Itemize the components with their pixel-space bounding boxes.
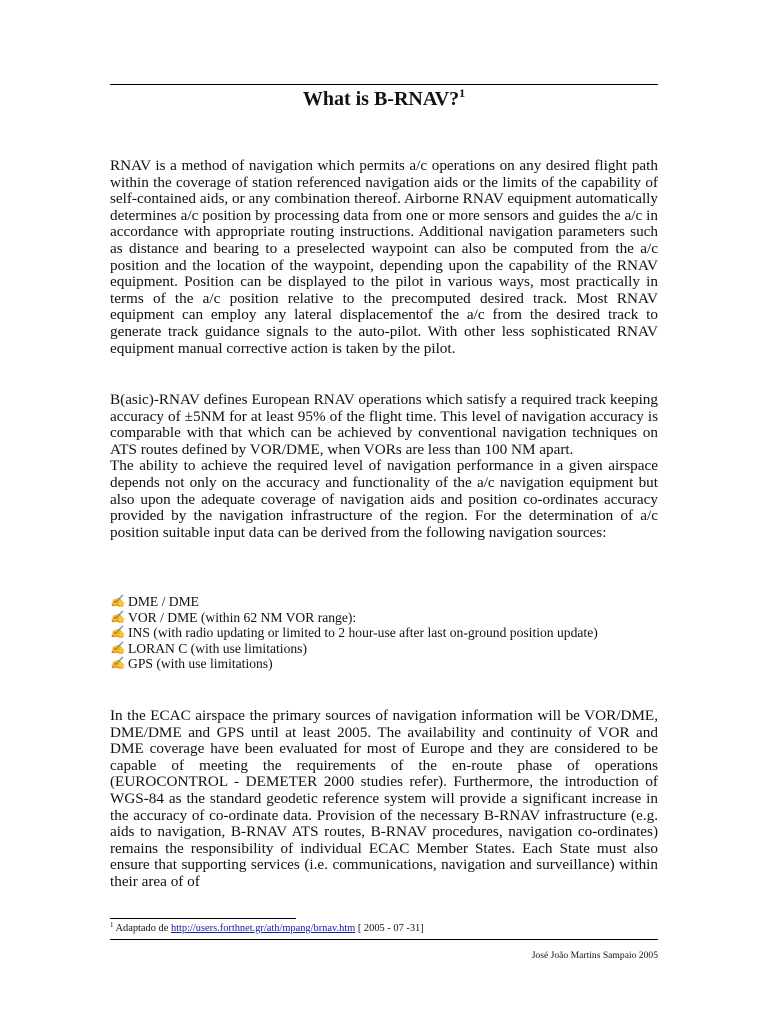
list-item-text: DME / DME: [128, 594, 199, 609]
title-footnote-ref[interactable]: 1: [459, 86, 466, 100]
title-text: What is B-RNAV?: [302, 88, 460, 110]
paragraph-brnav-definition: [110, 392, 658, 541]
list-item-text: INS (with radio updating or limited to 2 hour-use after last on-ground position update): [128, 625, 598, 641]
writing-hand-icon: ✍: [110, 609, 125, 624]
footer-rule: [110, 939, 658, 940]
paragraph-text: RNAV is a method of navigation which permits a/c operations on any desired flight path within the coverage of station referenced navigation aids or the limits of the capability of self-contained aids, or any combination thereof. Airborne RNAV equipment automatically determines a/c position by processing data from one or more sensors and guides the a/c in accordance with appropriate routing instructions. Additional navigation parameters such as distance and bearing to a preselected waypoint can also be computed from the a/c position and the location of the waypoint, depending upon the capability of the RNAV equipment. Position can be displayed to the pilot in various ways, most practically in terms of the a/c position relative to the precomputed desired track. Most RNAV equipment can employ any lateral displacementof the a/c from the desired track to generate track guidance signals to the auto-pilot. With other less sophisticated RNAV equipment manual corrective action is taken by the pilot.: [110, 157, 658, 357]
footnote-number: 1: [110, 921, 114, 929]
writing-hand-icon: ✍: [110, 640, 125, 655]
footnote-prefix: Adaptado de: [115, 923, 169, 934]
paragraph-text: B(asic)-RNAV defines European RNAV operations which satisfy a required track keeping accuracy of ±5NM for at least 95% of the flight time. This level of navigation accuracy is comparable with that which can be achieved by conventional navigation techniques on ATS routes defined by VOR/DME, when VORs are less than 100 NM apart.: [110, 391, 658, 458]
writing-hand-icon: ✍: [110, 594, 125, 608]
paragraph-text: In the ECAC airspace the primary sources of navigation information will be VOR/DME, DME/DME and GPS until at least 2005. The availability and continuity of VOR and DME coverage have been evaluated for most of Europe and they are considered to be capable of meeting the requirements of the en-route phase of operations (EUROCONTROL - DEMETER 2000 studies refer). Furthermore, the introduction of WGS-84 as the standard geodetic reference system will provide a significant increase in the accuracy of co-ordinate data. Provision of the necessary B-RNAV infrastructure (e.g. aids to navigation, B-RNAV ATS routes, B-RNAV procedures, navigation co-ordinates) remains the responsibility of individual ECAC Member States. Each State must also ensure that supporting services (i.e. communications, navigation and surveillance) within their area of of: [110, 707, 658, 890]
paragraph-ecac-airspace: [110, 708, 658, 891]
list-item: [110, 610, 598, 626]
navigation-sources-list: [110, 594, 598, 672]
list-item-text: LORAN C (with use limitations): [128, 640, 307, 656]
paragraph-rnav-definition: [110, 158, 658, 357]
writing-hand-icon: ✍: [110, 656, 125, 671]
footnote-date: [ 2005 - 07 -31]: [357, 923, 424, 934]
header-rule: [110, 84, 658, 85]
writing-hand-icon: ✍: [110, 625, 125, 640]
page-title: [110, 86, 658, 112]
footer-author: José João Martins Sampaio 2005: [531, 950, 658, 961]
footnote-link[interactable]: http://users.forthnet.gr/ath/mpang/brnav.htm: [170, 923, 356, 934]
list-item: [110, 641, 598, 657]
list-item: [110, 625, 598, 641]
list-item-text: VOR / DME (within 62 NM VOR range):: [128, 609, 357, 625]
footnote-rule: [110, 918, 296, 919]
paragraph-text: The ability to achieve the required level of navigation performance in a given airspace depends not only on the accuracy and functionality of the a/c navigation equipment but also upon the adequate coverage of navigation aids and position co-ordinates accuracy provided by the navigation infrastructure of the region. For the determination of a/c position suitable input data can be derived from the following navigation sources:: [110, 457, 658, 541]
footnote: [110, 922, 424, 935]
list-item: [110, 594, 598, 610]
list-item-text: GPS (with use limitations): [128, 656, 273, 672]
list-item: [110, 656, 598, 672]
